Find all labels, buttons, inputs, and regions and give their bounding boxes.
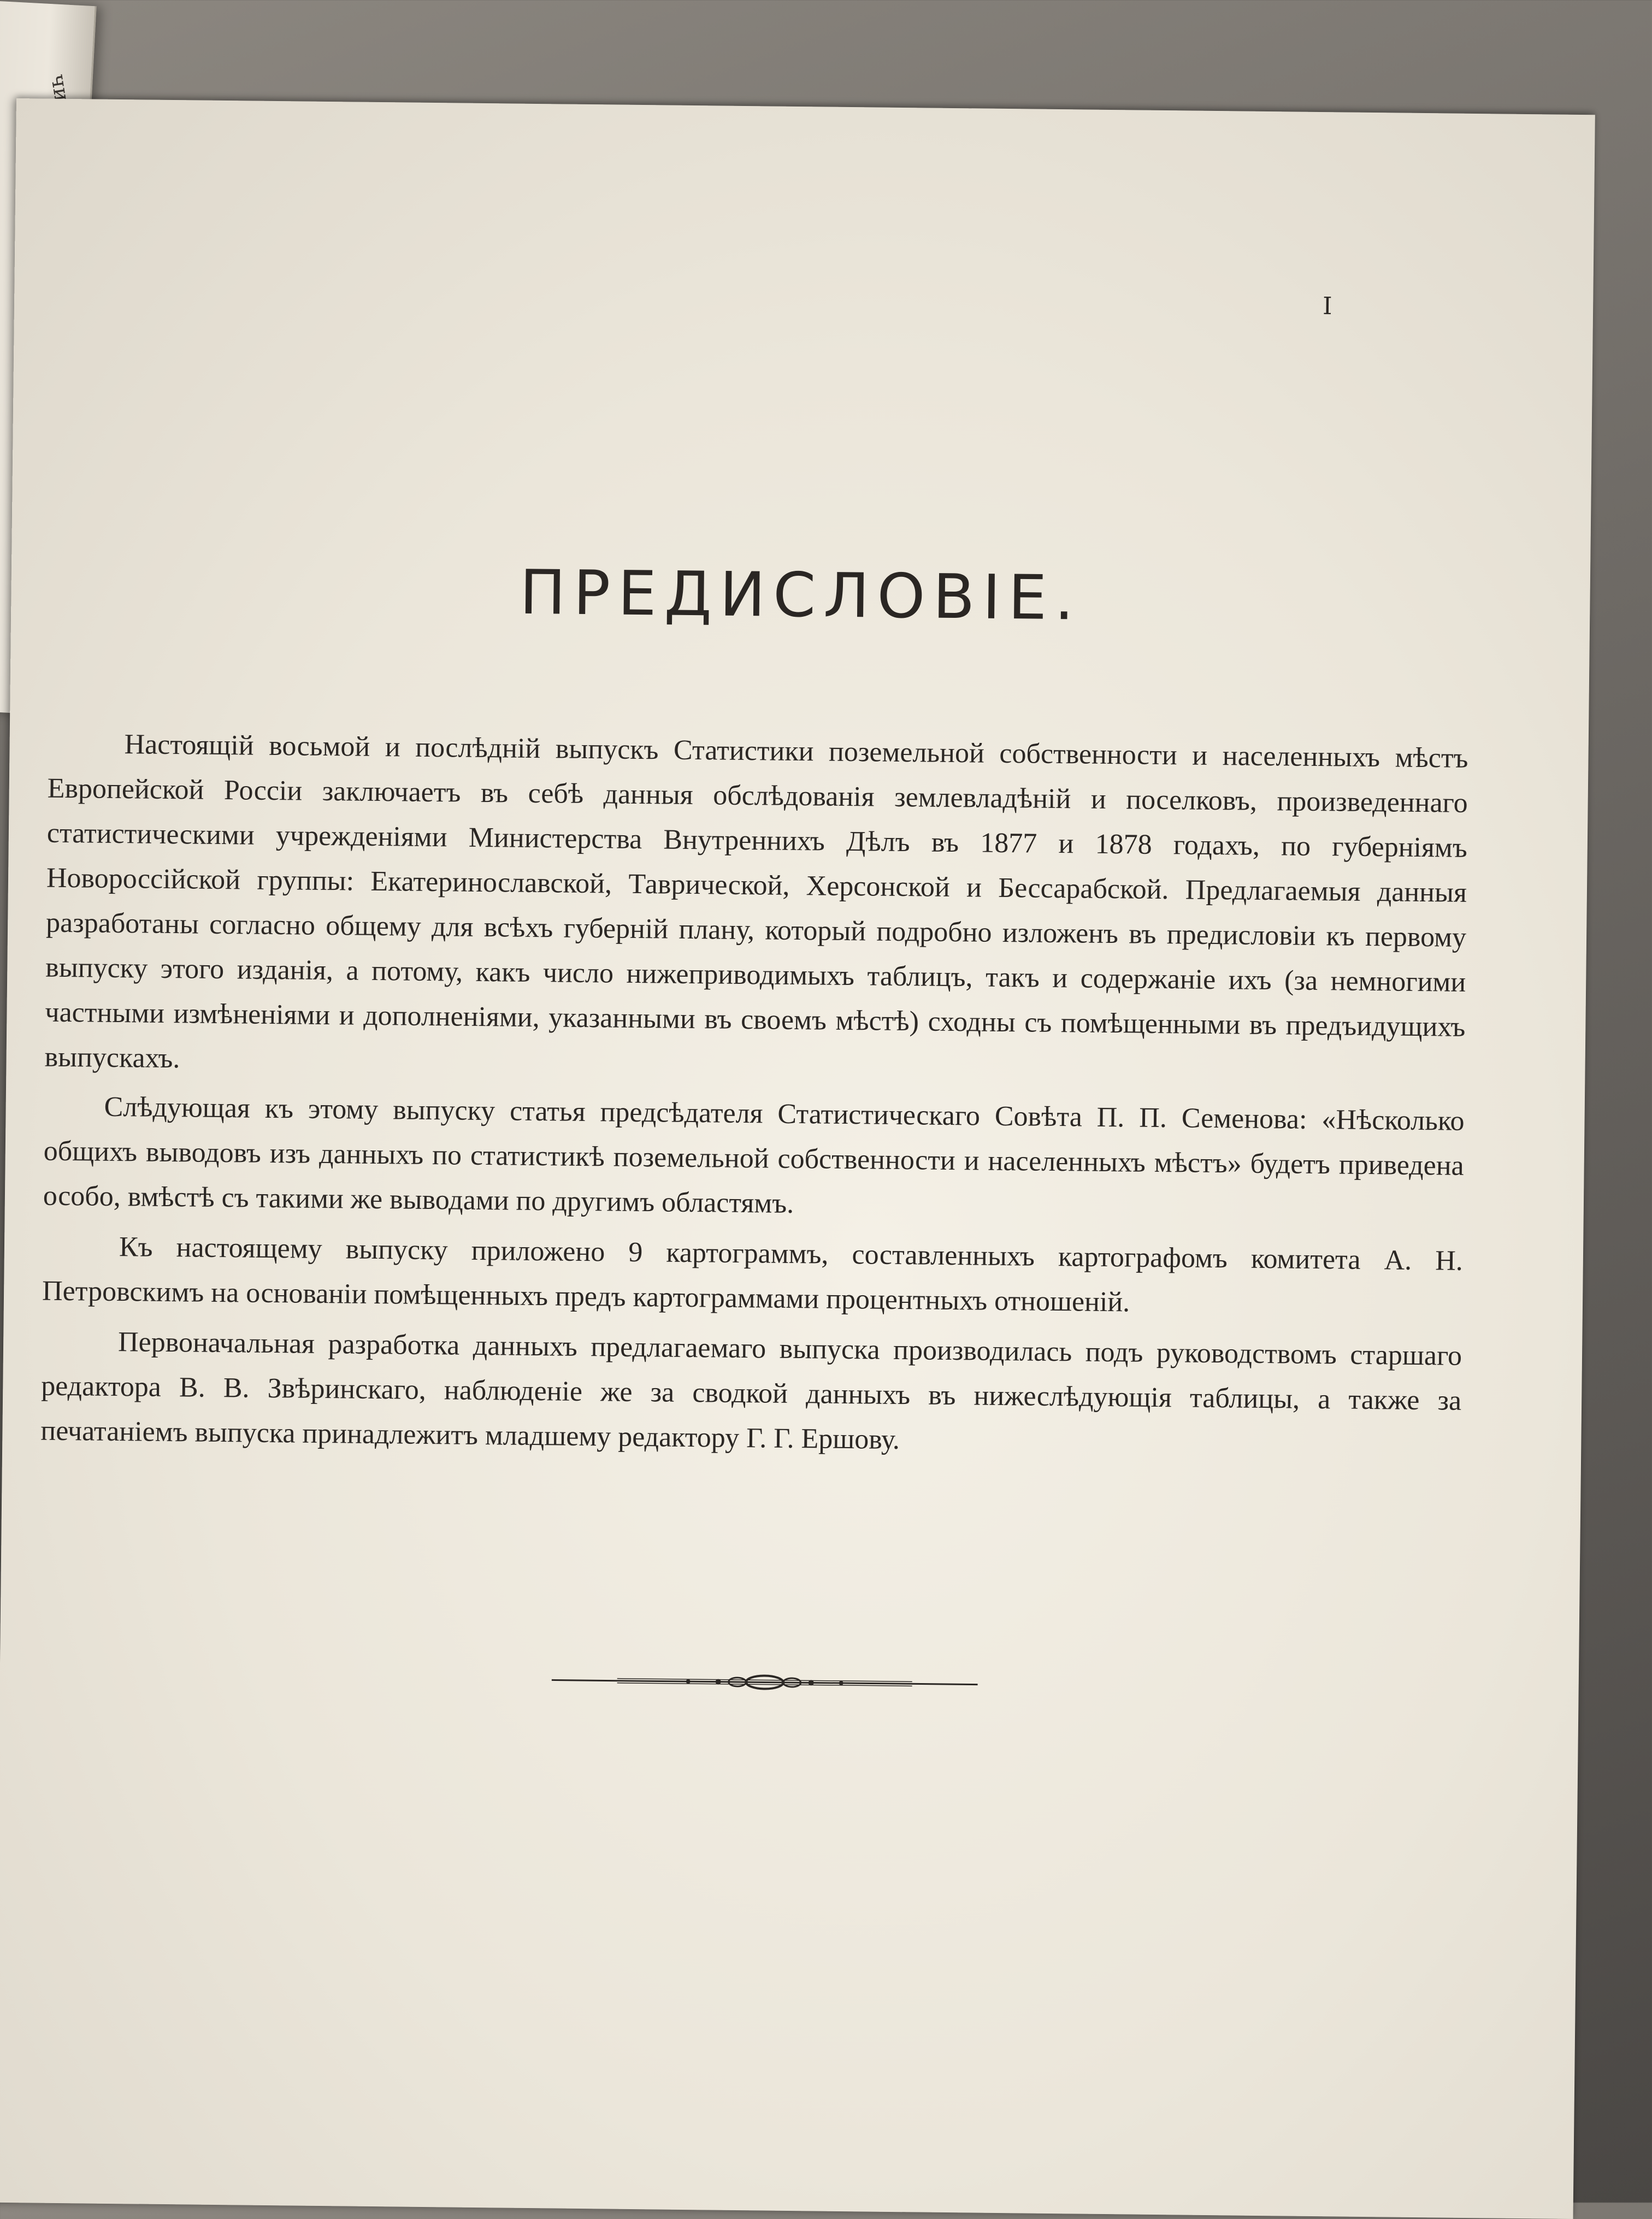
- page-title: ПРЕДИСЛОВІЕ.: [519, 557, 1082, 634]
- preface-paragraph: Первоначальная разработка данныхъ предлагаемаго выпуска производилась подъ руководствомъ старшаго редактора В. В. Звѣринскаго, наблюденіе же за сводкой данныхъ въ нижеслѣдующія таблицы, а также за печатаніемъ выпуска принадлежитъ младшему редактору Г. Г. Ершову.: [40, 1326, 1462, 1456]
- preface-body: [40, 722, 1468, 1473]
- book-page: [0, 98, 1595, 2219]
- preface-paragraph: Слѣдующая къ этому выпуску статья предсѣдателя Статистическаго Совѣта П. П. Семенова: «Нѣсколько общихъ выводовъ изъ данныхъ по статистикѣ поземельной собственности и населенныхъ мѣстъ» будетъ приведена особо, вмѣстѣ съ такими же выводами по другимъ областямъ.: [43, 1091, 1465, 1220]
- preface-paragraph: Настоящій восьмой и послѣдній выпускъ Статистики поземельной собственности и населенныхъ мѣстъ Европейской Россіи заключаетъ въ себѣ данныя обслѣдованія землевладѣній и поселковъ, произведеннаго статистическими учрежденіями Министерства Внутреннихъ Дѣлъ въ 1877 и 1878 годахъ, по губерніямъ Новороссійской группы: Екатеринославской, Таврической, Херсонской и Бессарабской. Предлагаемыя данныя разработаны согласно общему для всѣхъ губерній плану, который подробно изложенъ въ предисловіи къ первому выпуску этого изданія, а потому, какъ число нижеприводимыхъ таблицъ, такъ и содержаніе ихъ (за немногими частными измѣненіями и дополненіями, указанными въ своемъ мѣстѣ) сходны съ помѣщенными въ предъидущихъ выпускахъ.: [44, 729, 1468, 1075]
- decorative-ornament-rule: [551, 1666, 977, 1698]
- page-number: I: [1322, 292, 1332, 321]
- preface-paragraph: Къ настоящему выпуску приложено 9 картограммъ, составленныхъ картографомъ комитета А. Н. Петровскимъ на основаніи помѣщенныхъ предъ картограммами процентныхъ отношеній.: [42, 1231, 1464, 1318]
